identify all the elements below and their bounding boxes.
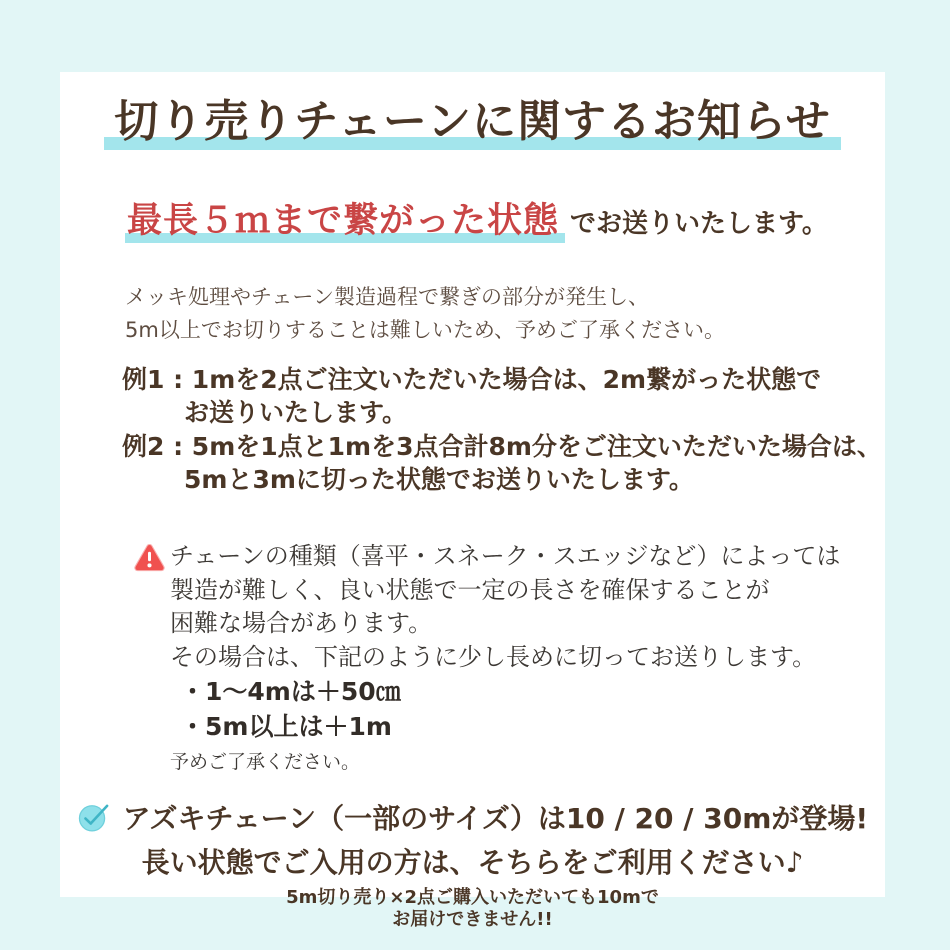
example-2-line-2: 5mと3mに切った状態でお送りいたします。 (184, 464, 694, 494)
warning-line: 製造が難しく、良い状態で一定の長さを確保することが (170, 575, 770, 604)
warning-bullet: ・5m以上は＋1m (180, 712, 392, 742)
warning-triangle-icon (133, 543, 166, 573)
promo-footnote (60, 887, 885, 930)
warning-block (133, 540, 885, 776)
page-title (60, 94, 885, 149)
promo-footnote-line: お届けできません!! (392, 908, 553, 930)
promo-block (60, 797, 885, 930)
warning-bullet: ・1〜4mは＋50㎝ (180, 677, 401, 707)
lead-rest: でお送りいたします。 (570, 209, 828, 239)
promo-line-2: 長い状態でご入用の方は、そちらをご利用ください♪ (141, 846, 804, 880)
promo-line-1-text: アズキチェーン（一部のサイズ）は10 / 20 / 30mが登場! (122, 802, 869, 836)
warning-line: チェーンの種類（喜平・スネーク・スエッジなど）によっては (170, 542, 841, 571)
promo-footnote-line: 5m切り売り×2点ご購入いただいても10mで (286, 887, 659, 909)
example-2-line-1: 例2 : 5mを1点と1mを3点合計8m分をご注文いただいた場合は、 (122, 431, 882, 461)
examples-block (122, 363, 885, 496)
lead-highlight: 最長５ｍまで繋がった状態 (125, 201, 565, 243)
intro-line: 5m以上でお切りすることは難しいため、予めご了承ください。 (125, 317, 725, 342)
warning-first-line (133, 540, 885, 574)
check-circle-icon (77, 801, 111, 833)
warning-line: その場合は、下記のように少し長めに切ってお送りします。 (170, 642, 817, 671)
page-title-text: 切り売りチェーンに関するお知らせ (104, 96, 840, 150)
lead-line (125, 193, 885, 243)
example-1-line-2: お送りいたします。 (184, 398, 408, 428)
promo-line-1 (60, 797, 885, 837)
notice-card (60, 72, 885, 930)
intro-paragraph (125, 281, 885, 346)
warning-line: 困難な場合があります。 (170, 609, 433, 638)
example-1-line-1: 例1 : 1mを2点ご注文いただいた場合は、2m繋がった状態で (122, 365, 822, 395)
warning-note: 予めご了承ください。 (170, 751, 361, 774)
intro-line: メッキ処理やチェーン製造過程で繋ぎの部分が発生し、 (125, 285, 649, 309)
